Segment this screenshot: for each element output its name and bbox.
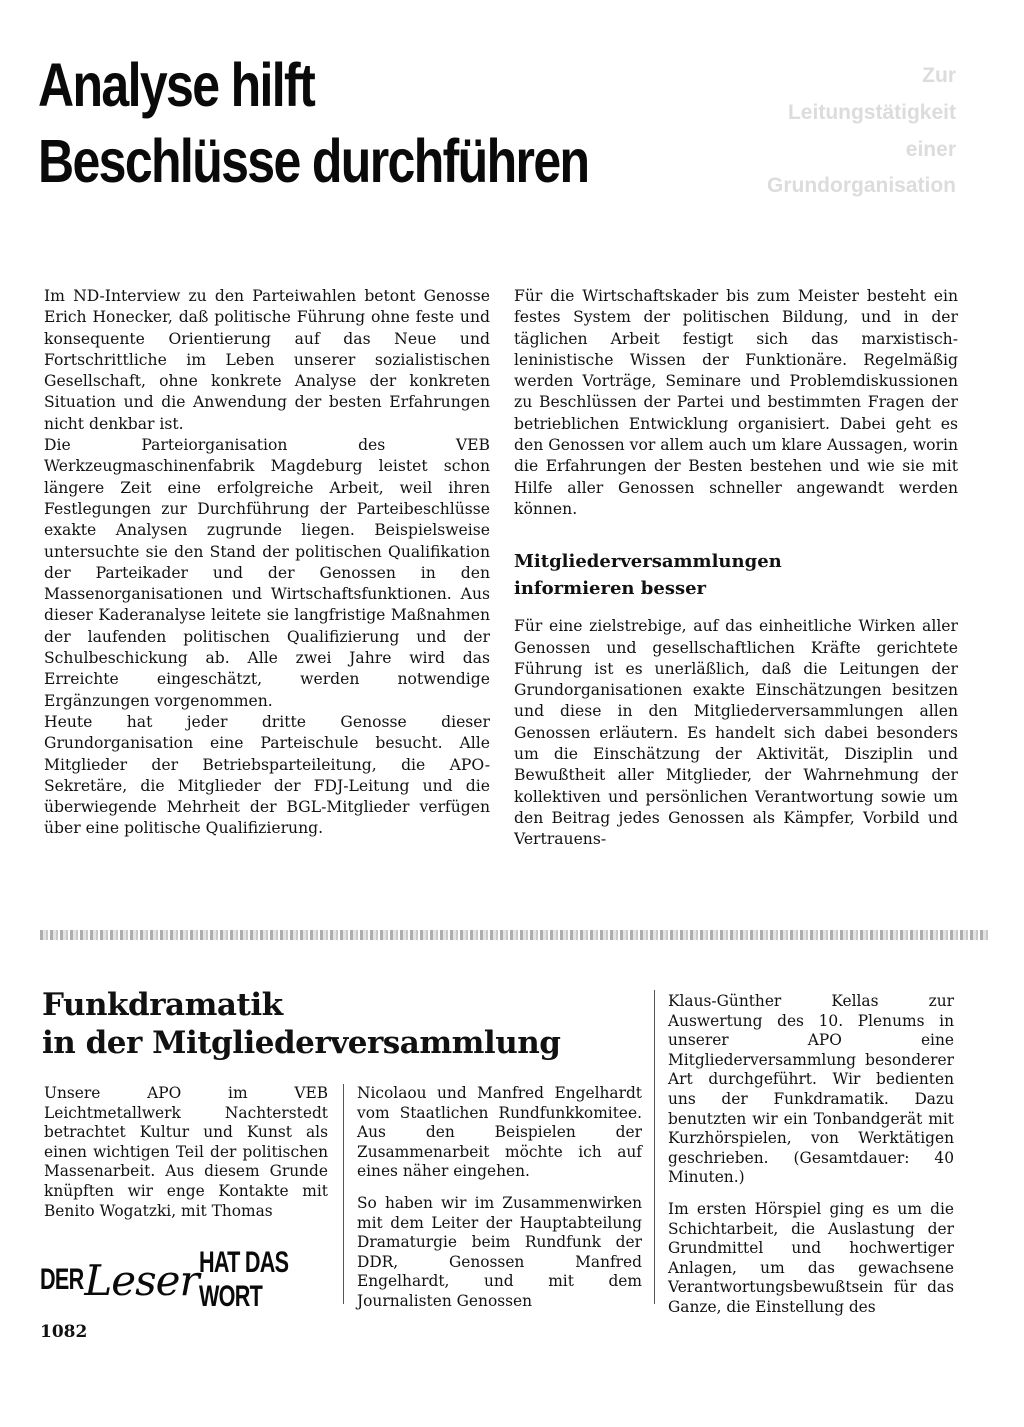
section-divider <box>40 930 988 940</box>
headline2-line-1: Funkdramatik <box>42 987 283 1023</box>
kicker-line-2: Leitungstätigkeit <box>787 100 956 124</box>
section-subhead <box>514 548 958 602</box>
rubric-part-1: DER <box>40 1263 84 1296</box>
article2-paragraph: Nicolaou und Manfred Engelhardt vom Staatlichen Rundfunkkomitee. Aus den Beispielen der Zusammenarbeit möchte ich auf eines näher eingehen. <box>357 1084 642 1181</box>
kicker-line-3: einer <box>905 137 956 161</box>
article2-column-3 <box>668 992 954 1318</box>
article2-paragraph: Unsere APO im VEB Leichtmetallwerk Nachterstedt betrachtet Kultur und Kunst als einen wichtigen Teil der politischen Massenarbeit. Aus diesem Grunde knüpften wir enge Kontakte mit Benito Wogatzki, mit Thomas <box>44 1084 328 1220</box>
rubric-part-2: Leser <box>84 1255 199 1305</box>
subhead-line-1: Mitgliederversammlungen <box>514 551 782 573</box>
article2-headline <box>42 986 602 1062</box>
rubric-logo <box>40 1246 340 1313</box>
headline-line-2: Beschlüsse durchführen <box>38 126 589 195</box>
column-rule <box>654 990 655 1304</box>
article1-paragraph: Für die Wirtschaftskader bis zum Meister besteht ein festes System der politischen Bildung, und in der täglichen Arbeit festigt sich das marxistisch-leninistische Wissen der Funktionäre. Regelmäßig werden Vorträge, Seminare und Problemdiskussionen zu Beschlüssen der Partei und bestimmten Fragen der betrieblichen Entwicklung organisiert. Dabei geht es den Genossen vor allem auch um klare Aussagen, worin die Erfahrungen der Besten bestehen und wie sie mit Hilfe aller Genossen schneller angewandt werden können. <box>514 287 958 518</box>
kicker-faded <box>696 58 956 205</box>
article1-paragraph: Für eine zielstrebige, auf das einheitliche Wirken aller Genossen und gesellschaftlichen Kräfte gerichtete Führung ist es unerläßlich, daß die Leitungen der Grundorganisationen exakte Einschätzungen besitzen und diese in den Mitgliederversammlungen allen Genossen erläutern. Es handelt sich dabei besonders um die Einschätzung der Aktivität, Disziplin und Bewußtheit aller Mitglieder, der Wahrnehmung der kollektiven und persönlichen Verantwortung sowie um den Beitrag jedes Genossen als Kämpfer, Vorbild und Vertrauens- <box>514 617 958 849</box>
article1-column-1 <box>44 286 490 840</box>
article2-paragraph: So haben wir im Zusammenwirken mit dem Leiter der Hauptabteilung Dramaturgie beim Rundfunk der DDR, Genossen Manfred Engelhardt, und mit dem Journalisten Genossen <box>357 1193 642 1310</box>
kicker-line-1: Zur <box>922 64 956 87</box>
page-number: 1082 <box>40 1322 88 1342</box>
article1-column-2 <box>514 286 958 851</box>
kicker-line-4: Grundorganisation <box>767 174 956 198</box>
subhead-line-2: informieren besser <box>514 578 707 600</box>
article1-paragraph: Im ND-Interview zu den Parteiwahlen betont Genosse Erich Honecker, daß politische Führung ohne feste und konsequente Orientierung auf das Neue und Fortschrittliche im Leben unserer sozialistischen Gesellschaft, ohne konkrete Analyse der konkreten Situation und die Anwendung der besten Erfahrungen nicht denkbar ist. <box>44 287 490 433</box>
article2-column-2 <box>357 1084 642 1312</box>
article2-paragraph: Im ersten Hörspiel ging es um die Schichtarbeit, die Auslastung der Grundmittel und hochwertiger Anlagen, um das gewachsene Verantwortungsbewußtsein für das Ganze, die Einstellung des <box>668 1199 954 1316</box>
rubric-part-3: HAT DAS WORT <box>198 1246 288 1313</box>
headline-line-1: Analyse hilft <box>38 51 315 119</box>
article1-paragraph: Heute hat jeder dritte Genosse dieser Grundorganisation eine Parteischule besucht. Alle Mitglieder der Betriebsparteileitung, die APO-Sekretäre, die Mitglieder der FDJ-Leitung und die überwiegende Mehrheit der BGL-Mitglieder verfügen über eine politische Qualifizierung. <box>44 712 490 838</box>
article1-paragraph: Die Parteiorganisation des VEB Werkzeugmaschinenfabrik Magdeburg leistet schon längere Zeit eine erfolgreiche Arbeit, weil ihren Festlegungen zur Durchführung der Parteibeschlüsse exakte Analysen zugrunde liegen. Beispielsweise untersuchte sie den Stand der politischen Qualifikation der Parteikader und der Genossen in den Massenorganisationen und Wirtschaftsfunktionen. Aus dieser Kaderanalyse leitete sie langfristige Maßnahmen der laufenden politischen Qualifizierung und der Schulbeschickung ab. Alle zwei Jahre wird das Erreichte eingeschätzt, werden notwendige Ergänzungen vorgenommen. <box>44 436 490 710</box>
article-headline <box>38 48 612 199</box>
article2-column-1 <box>44 1084 328 1221</box>
article2-paragraph: Klaus-Günther Kellas zur Auswertung des 10. Plenums in unserer APO eine Mitgliederversammlung besonderer Art durchgeführt. Wir bedienten uns der Funkdramatik. Dazu benutzten wir ein Tonbandgerät mit Kurzhörspielen, von Werktätigen geschrieben. (Gesamtdauer: 40 Minuten.) <box>668 992 954 1187</box>
column-rule <box>343 1084 344 1304</box>
headline2-line-2: in der Mitgliederversammlung <box>42 1025 561 1061</box>
